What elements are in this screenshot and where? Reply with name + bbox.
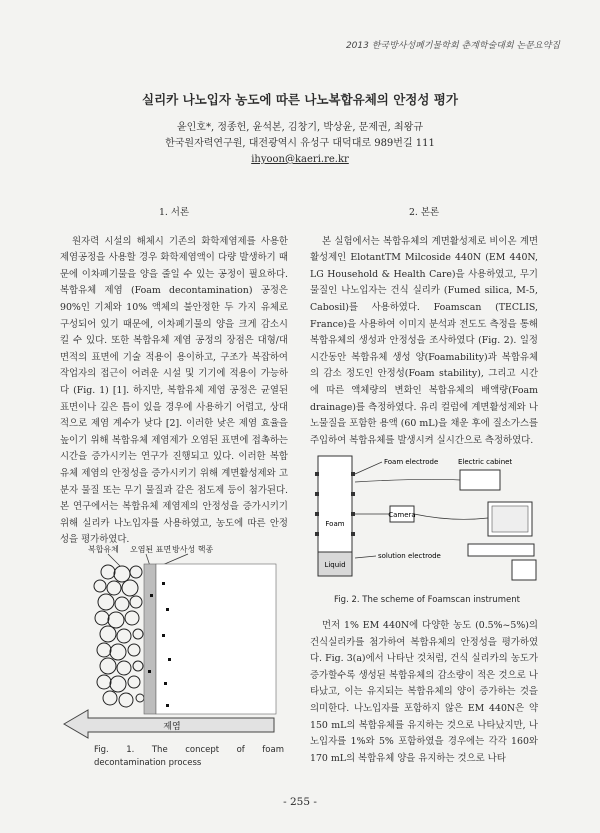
- foam-bubble: [117, 661, 131, 675]
- foam-bubble: [130, 566, 142, 578]
- body-paragraph-2: 먼저 1% EM 440N에 다양한 농도 (0.5%~5%)의 건식실리카를 첨가하여 복합유체의 안정성을 평가하였다. Fig. 3(a)에서 나타난 것처럼, 건식 실리카의 농도가 증가할수록 생성된 복합유체의 감소량이 적은 것으로 나타났고, 이는 유지되는 복합유체의 양이 증가하는 것을 의미한다. 나노입자를 포함하지 않은 EM 440N은 약 150 mL의 복합유체를 유지하는 것으로 나타났지만, 나노입자를 1%와 5% 포함하였을 경우에는 각각 160와 170 mL의 복합유체 양을 유지하는 것으로 나타: [310, 620, 538, 764]
- foam-bubble: [119, 693, 133, 707]
- foam-bubble: [122, 580, 138, 596]
- section-heading-intro: 1. 서론: [158, 207, 190, 218]
- keyboard: [468, 544, 534, 556]
- foam-bubble: [110, 676, 126, 692]
- body-paragraph-1: 본 실험에서는 복합유체의 계면활성제로 비이온 계면활성제인 ElotantTM Milcoside 440N (EM 440N, LG Household & Health Care)을 사용하였고, 무기물질인 나노입자는 건식 실리카 (Fumed silica, M-5, Cabosil)를 사용하였다. Foamscan (TECLIS, France)을 사용하여 이미지 분석과 전도도 측정을 통해 복합유체의 생성과 안정성을 조사하였다 (Fig. 2). 일정 시간동안 복합유체 생성 양(Foamability)과 복합유체의 감소 정도인 안정성(Foam stability), 그리고 시간에 따른 액체량의 변화인 복합유체의 배액량(Foam drainage)를 측정하였다. 유리 컬럼에 계면활성제와 나노물질을 포함한 용액 (60 mL)을 채운 후에 질소가스를 주입하여 복합유체를 발생시켜 실시간으로 측정하였다.: [310, 235, 538, 446]
- foam-bubble: [108, 612, 124, 628]
- affiliation: 한국원자력연구원, 대전광역시 유성구 대덕대로 989번길 111: [165, 138, 435, 149]
- foam-bubble: [97, 643, 111, 657]
- foam-bubble: [133, 661, 143, 671]
- radionuclide-dot: [166, 608, 169, 611]
- arrow-label: 제염: [163, 722, 181, 732]
- radionuclide-dot: [164, 682, 167, 685]
- electric-cabinet: [460, 470, 500, 490]
- foam-bubble: [125, 611, 139, 625]
- electric-cabinet-label: Electric cabinet: [458, 458, 513, 466]
- computer-tower: [512, 560, 536, 580]
- foam-bubble: [95, 611, 109, 625]
- authors: 윤인호*, 정종헌, 윤석본, 김창기, 박상윤, 문제권, 최왕규: [176, 122, 423, 133]
- paper-title: 실리카 나노입자 농도에 따른 나노복합유체의 안정성 평가: [142, 92, 458, 107]
- foam-bubble: [133, 629, 143, 639]
- liquid-label: Liquid: [324, 561, 346, 569]
- foam-bubble: [128, 644, 140, 656]
- foam-bubble: [130, 596, 142, 608]
- page-number: - 255 -: [283, 796, 317, 808]
- author-block: [0, 120, 600, 168]
- figure-2-foamscan: [312, 452, 542, 584]
- fig1-label-foam: 복합유체: [88, 545, 119, 554]
- foam-bubble: [101, 565, 115, 579]
- foam-bubble: [107, 581, 121, 595]
- foam-bubble: [94, 580, 106, 592]
- contaminated-surface: [144, 564, 156, 714]
- section-heading-body: 2. 본론: [408, 207, 440, 218]
- foam-bubble: [97, 675, 111, 689]
- radionuclide-dot: [166, 704, 169, 707]
- intro-paragraph: 원자력 시설의 해체시 기존의 화학제염제를 사용한 제염공정을 사용할 경우 화학제염액이 다량 발생하기 때문에 이차폐기물을 양을 줄일 수 있는 공정이 필요하다. 복합유체 제염 (Foam decontamination) 공정은 90%인 기체와 10% 액체의 불안정한 두 가지 유체로 구성되어 있기 때문에, 이차폐기물의 양을 크게 감소시킬 수 있다. 또한 복합유체 제염 공정의 장점은 대형/대면적의 표면에 기술 적용이 용이하고, 구조가 복잡하여 작업자의 접근이 어려운 시설 및 기기에 적용이 가능하다 (Fig. 1) [1]. 하지만, 복합유체 제염 공정은 균열된 표면이나 깊은 틈이 있을 경우에 사용하기 어렵고, 상대적으로 제염 계수가 낮다 [2]. 이러한 낮은 제염 효율을 높이기 위해 복합유체 제염제가 오염된 표면에 접촉하는 시간을 증가시키는 연구가 진행되고 있다. 이러한 복합유체 제염의 안정성을 증가시키기 위해 계면활성제와 고분자 물질 또는 무기 물질과 같은 점도제 등이 첨가된다. 본 연구에서는 복합유체 제염제의 안정성을 증가시키기 위해 실리카 나노입자를 사용하였고, 농도에 따른 안정성을 평가하였다.: [60, 235, 288, 546]
- radionuclide-dot: [148, 670, 151, 673]
- figure-1-foam-concept: [60, 542, 282, 742]
- foam-bubble: [114, 566, 130, 582]
- foam-electrode-label: Foam electrode: [384, 458, 439, 466]
- camera-label: Camera: [388, 511, 416, 519]
- solution-electrode-label: solution electrode: [378, 552, 441, 560]
- figure-1-caption: Fig. 1. The concept of foam decontamination process: [94, 745, 284, 768]
- right-column: [310, 205, 538, 449]
- fig1-label-nuclide: 방사성 핵종: [172, 545, 214, 554]
- conference-header: 2013 한국방사성폐기물학회 춘계학술대회 논문요약집: [345, 41, 560, 51]
- radionuclide-dot: [168, 658, 171, 661]
- foam-bubble: [136, 694, 144, 702]
- foam-bubble: [128, 676, 140, 688]
- radionuclide-dot: [150, 594, 153, 597]
- foam-bubbles: [94, 565, 144, 707]
- foam-label: Foam: [325, 520, 345, 528]
- figure-2-caption: Fig. 2. The scheme of Foamscan instrument: [334, 595, 520, 605]
- foam-bubble: [98, 594, 114, 610]
- radionuclide-dot: [162, 634, 165, 637]
- substrate: [156, 564, 276, 714]
- radionuclide-dot: [162, 582, 165, 585]
- foam-bubble: [115, 597, 129, 611]
- right-column-continued: [310, 618, 538, 767]
- email: ihyoon@kaeri.re.kr: [251, 154, 349, 165]
- foam-bubble: [110, 644, 126, 660]
- left-column: [60, 205, 288, 549]
- foam-bubble: [103, 691, 117, 705]
- foam-bubble: [100, 658, 116, 674]
- foam-bubble: [117, 629, 131, 643]
- fig1-label-surface: 오염된 표면: [130, 545, 172, 554]
- foam-bubble: [100, 626, 116, 642]
